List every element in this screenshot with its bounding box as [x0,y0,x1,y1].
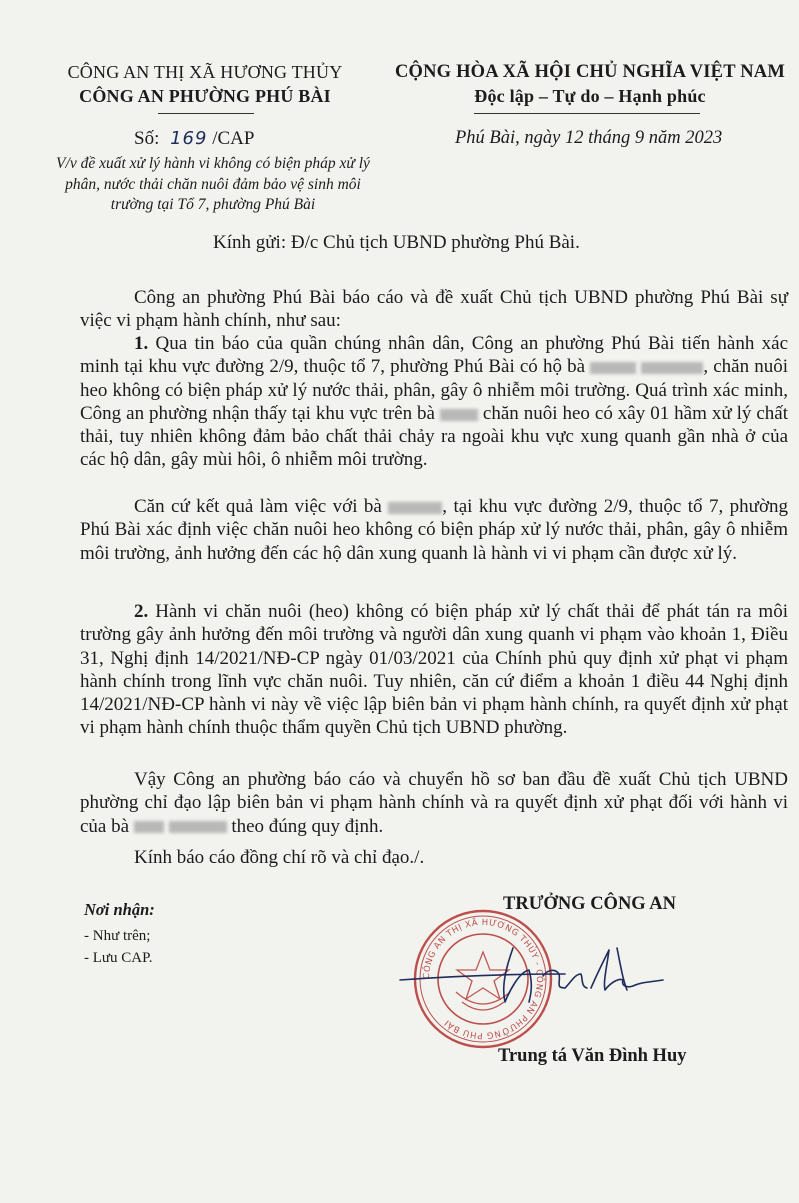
subject-line-2: phân, nước thải chăn nuôi đảm bảo vệ sinh môi [65,175,361,193]
recipients-title: Nơi nhận: [84,900,155,919]
redacted-name [169,821,227,833]
redacted-name [590,362,636,374]
signer-name: Trung tá Văn Đình Huy [498,1046,687,1066]
subject-line-1: V/v đề xuất xử lý hành vi không có biện pháp xử lý [56,155,370,172]
paragraph-2-part-a: Căn cứ kết quả làm việc với bà [134,496,389,517]
paragraph-2-part-b: , tại khu vực đường 2/9, thuộc tổ 7, phường Phú Bài xác định việc chăn nuôi heo không có biện pháp xử lý nước thải, phân, gây ô nhiễm môi trường, ảnh hưởng đến các hộ dân xung quanh là hành vi vi phạm cần được xử lý. [80,496,788,564]
signer-title: TRƯỞNG CÔNG AN [503,894,677,914]
paragraph-1-part-a: Qua tin báo của quần chúng nhân dân, Công an phường Phú Bài tiến hành xác minh tại khu vực đường 2/9, thuộc tổ 7, phường Phú Bài có hộ bà [80,333,788,378]
number-handwritten: 169 [170,128,208,149]
paragraph-1 [80,332,788,472]
redacted-name [641,362,703,374]
paragraph-4 [80,768,788,838]
org-name-line2: CÔNG AN PHƯỜNG PHÚ BÀI [79,86,331,106]
handwritten-signature [395,930,705,1020]
item-number-2: 2. [134,601,149,622]
addressee: Kính gửi: Đ/c Chủ tịch UBND phường Phú Bài. [213,232,580,253]
paragraph-4-part-b: theo đúng quy định. [226,815,384,837]
date-line: Phú Bài, ngày 12 tháng 9 năm 2023 [455,128,723,148]
document-number [134,128,254,150]
intro-paragraph: Công an phường Phú Bài báo cáo và đề xuất Chủ tịch UBND phường Phú Bài sự việc vi phạm hành chính, như sau: [80,287,788,332]
redacted-name [134,821,164,833]
redacted-name [440,409,478,421]
subject-line-3: trường tại Tổ 7, phường Phú Bài [110,196,316,213]
seal-ring-text: CÔNG AN THỊ XÃ HƯƠNG THỦY - CÔNG AN PHƯỜNG PHÚ BÀI [421,917,545,1041]
number-prefix: Số: [134,128,160,149]
recipient-item: - Như trên; [84,928,151,944]
paragraph-2 [80,495,788,565]
national-motto: Độc lập – Tự do – Hạnh phúc [474,86,706,106]
item-number-1: 1. [134,333,149,354]
org-name-line1: CÔNG AN THỊ XÃ HƯƠNG THỦY [67,62,343,82]
paragraph-3-text: Hành vi chăn nuôi (heo) không có biện pháp xử lý chất thải để phát tán ra môi trường gây ảnh hưởng đến môi trường và người dân xung quanh vi phạm vào khoản 1, Điều 31, Nghị định 14/2021/NĐ-CP ngày 01/03/2021 của Chính phủ quy định xử phạt vi phạm hành chính trong lĩnh vực chăn nuôi. Tuy nhiên, căn cứ điểm a khoản 1 điều 44 Nghị định 14/2021/NĐ-CP hành vi này về việc lập biên bản vi phạm hành chính, ra quyết định xử phạt vi phạm hành chính thuộc thẩm quyền Chủ tịch UBND phường. [80,601,788,739]
motto-underline [474,113,700,114]
number-suffix: /CAP [212,128,255,149]
recipient-item: - Lưu CAP. [84,950,153,966]
paragraph-1-part-b: , chăn nuôi heo không có biện pháp xử lý nước thải, phân, gây ô nhiễm môi trường. Quá trình xác minh, Công an phường nhận thấy tại khu vực trên bà [80,356,788,424]
paragraph-3 [80,600,788,740]
paragraph-4-part-a: Vậy Công an phường báo cáo và chuyển hồ sơ ban đầu đề xuất Chủ tịch UBND phường chỉ đạo lập biên bản vi phạm hành chính và ra quyết định xử phạt đối với hành vi của bà [80,769,788,837]
paragraph-1-part-c: chăn nuôi heo có xây 01 hầm xử lý chất thải, tuy nhiên không đảm bảo chất thải chảy ra ngoài khu vực xung quanh gần nhà ở của các hộ dân, gây mùi hôi, ô nhiễm môi trường. [80,402,788,471]
org-underline [158,113,254,114]
closing-line: Kính báo cáo đồng chí rõ và chỉ đạo./. [134,847,425,868]
redacted-name [388,502,442,514]
subject-line [40,154,386,216]
recipients-list [84,925,153,969]
national-title: CỘNG HÒA XÃ HỘI CHỦ NGHĨA VIỆT NAM [394,62,786,82]
